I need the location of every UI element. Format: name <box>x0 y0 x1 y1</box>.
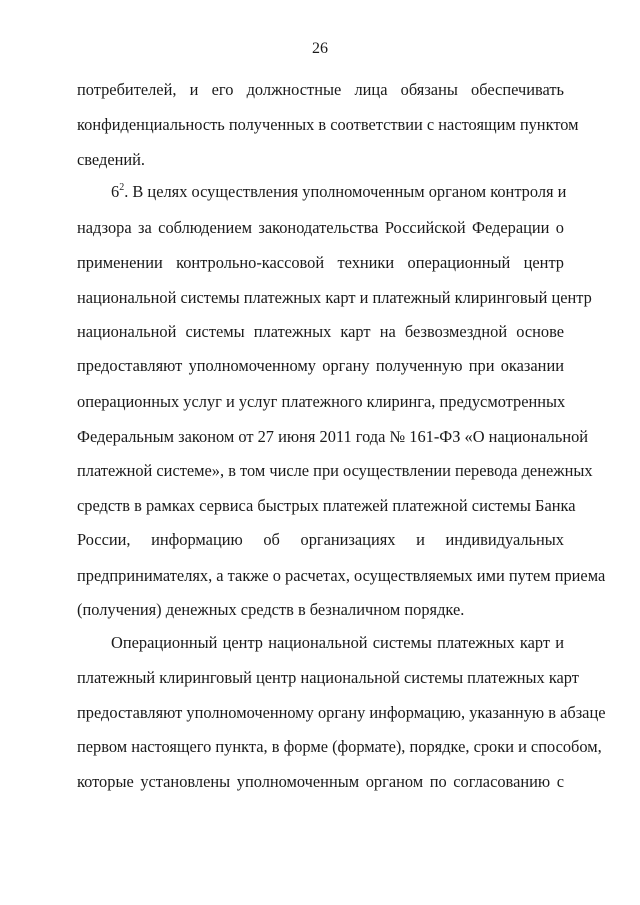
page-number: 26 <box>312 40 328 57</box>
text-line: потребителей, и его должностные лица обязаны обеспечивать <box>77 80 564 99</box>
text-line: предоставляют уполномоченному органу информацию, указанную в абзаце <box>77 703 606 722</box>
text-line: предоставляют уполномоченному органу полученную при оказании <box>77 356 564 375</box>
text-line: применении контрольно-кассовой техники операционный центр <box>77 253 564 272</box>
text-line: Федеральным законом от 27 июня 2011 года № 161-ФЗ «О национальной <box>77 427 589 446</box>
text-line: надзора за соблюдением законодательства Российской Федерации о <box>77 218 564 237</box>
text-line: сведений. <box>77 150 146 169</box>
text-line: России, информацию об организациях и индивидуальных <box>77 530 564 549</box>
text-line: средств в рамках сервиса быстрых платежей платежной системы Банка <box>77 496 576 515</box>
item-number: 6 <box>111 182 120 201</box>
text-line: национальной системы платежных карт и платежный клиринговый центр <box>77 288 592 307</box>
text-line: операционных услуг и услуг платежного клиринга, предусмотренных <box>77 392 566 411</box>
text-line: конфиденциальность полученных в соответствии с настоящим пунктом <box>77 115 579 134</box>
text-line: платежный клиринговый центр национальной системы платежных карт <box>77 668 579 687</box>
text-line <box>111 182 567 202</box>
text-line: Операционный центр национальной системы платежных карт и <box>111 633 564 652</box>
text-line: национальной системы платежных карт на безвозмездной основе <box>77 322 564 341</box>
item-superscript: 2 <box>119 182 125 193</box>
text-line: предпринимателях, а также о расчетах, осуществляемых ими путем приема <box>77 566 606 585</box>
text-line: (получения) денежных средств в безналичном порядке. <box>77 600 465 619</box>
text-line: платежной системе», в том числе при осуществлении перевода денежных <box>77 461 593 480</box>
item-first-line-text: . В целях осуществления уполномоченным органом контроля и <box>124 182 567 201</box>
text-line: которые установлены уполномоченным органом по согласованию с <box>77 772 564 791</box>
text-line: первом настоящего пункта, в форме (формате), порядке, сроки и способом, <box>77 737 602 756</box>
